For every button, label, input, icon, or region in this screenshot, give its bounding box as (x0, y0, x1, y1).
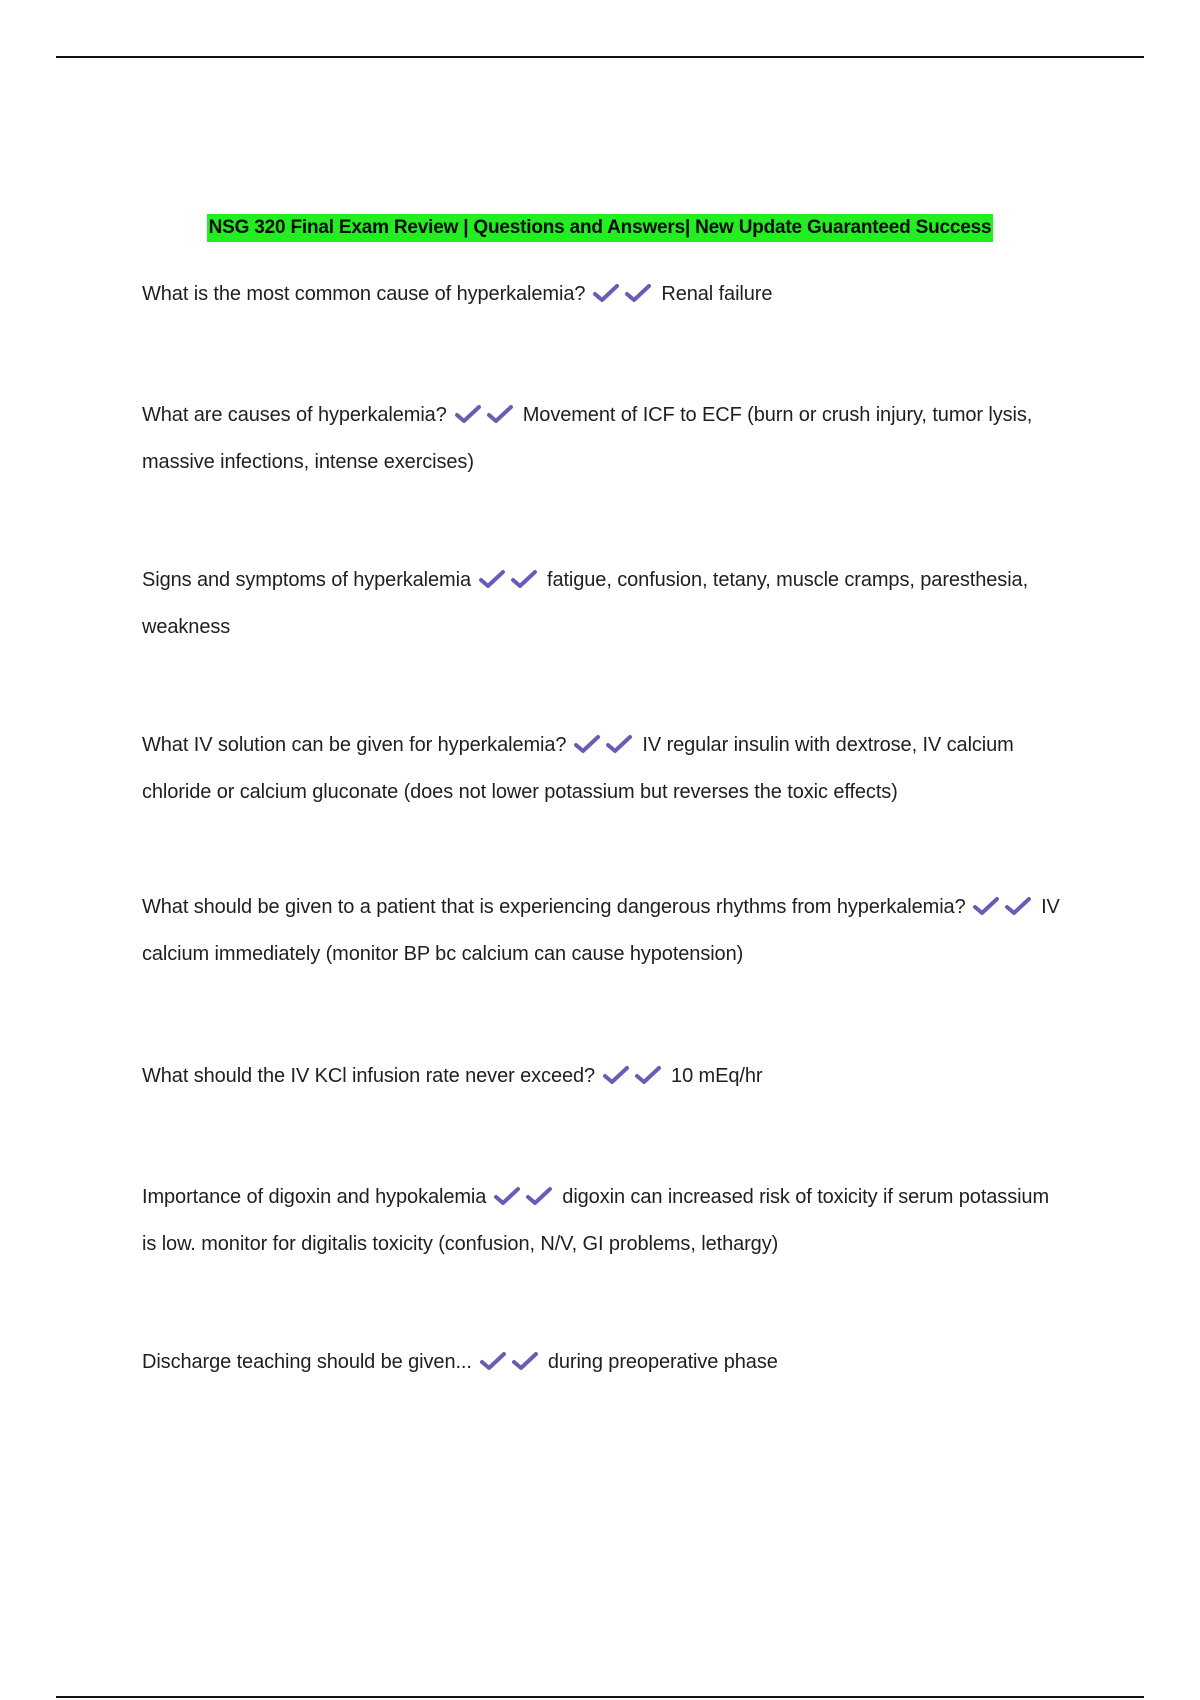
question-text: What is the most common cause of hyperkalemia? (142, 283, 586, 305)
question-text: Signs and symptoms of hyperkalemia (142, 569, 471, 591)
checkmark-icon (512, 1351, 538, 1371)
answer-text: during preoperative phase (547, 1351, 778, 1373)
document-title: NSG 320 Final Exam Review | Questions and Answers| New Update Guaranteed Success (207, 214, 994, 242)
qa-item (142, 885, 1062, 976)
question-text: Discharge teaching should be given... (142, 1351, 472, 1373)
answer-marker (593, 275, 657, 319)
qa-item (142, 558, 1062, 649)
checkmark-icon (1005, 896, 1031, 916)
answer-text: Renal failure (661, 283, 773, 305)
checkmark-icon (574, 734, 600, 754)
qa-item (142, 723, 1062, 814)
checkmark-icon (603, 1065, 629, 1085)
question-text: What should the IV KCl infusion rate never exceed? (142, 1065, 596, 1087)
header-rule (56, 56, 1144, 58)
checkmark-icon (606, 734, 632, 754)
question-text: What are causes of hyperkalemia? (142, 404, 447, 426)
answer-text: IV regular insulin with dextrose, IV calcium chloride or calcium gluconate (does not lower potassium but reverses the toxic effects) (142, 734, 1014, 803)
answer-text: IV calcium immediately (monitor BP bc calcium can cause hypotension) (142, 896, 1060, 965)
qa-item (142, 1054, 1062, 1101)
answer-marker (479, 561, 543, 605)
answer-marker (574, 726, 638, 770)
checkmark-icon (593, 283, 619, 303)
checkmark-icon (480, 1351, 506, 1371)
question-text: What should be given to a patient that is experiencing dangerous rhythms from hyperkalemia? (142, 896, 966, 918)
qa-item (142, 393, 1062, 484)
checkmark-icon (635, 1065, 661, 1085)
checkmark-icon (625, 283, 651, 303)
footer-rule (56, 1696, 1144, 1698)
title-container (0, 214, 1200, 242)
qa-item (142, 1175, 1062, 1266)
question-text: Importance of digoxin and hypokalemia (142, 1186, 487, 1208)
answer-text: digoxin can increased risk of toxicity if serum potassium is low. monitor for digitalis toxicity (confusion, N/V, GI problems, lethargy) (142, 1186, 1050, 1255)
checkmark-icon (526, 1186, 552, 1206)
answer-marker (480, 1343, 544, 1387)
answer-text: 10 mEq/hr (671, 1065, 763, 1087)
qa-item (142, 272, 1062, 319)
answer-marker (973, 888, 1037, 932)
checkmark-icon (479, 569, 505, 589)
question-text: What IV solution can be given for hyperkalemia? (142, 734, 567, 756)
answer-text: fatigue, confusion, tetany, muscle cramps, paresthesia, weakness (142, 569, 1029, 638)
answer-marker (494, 1178, 558, 1222)
qa-item (142, 1340, 1062, 1387)
checkmark-icon (494, 1186, 520, 1206)
checkmark-icon (487, 404, 513, 424)
answer-marker (455, 396, 519, 440)
checkmark-icon (455, 404, 481, 424)
checkmark-icon (511, 569, 537, 589)
answer-marker (603, 1057, 667, 1101)
checkmark-icon (973, 896, 999, 916)
answer-text: Movement of ICF to ECF (burn or crush injury, tumor lysis, massive infections, intense exercises) (142, 404, 1033, 473)
